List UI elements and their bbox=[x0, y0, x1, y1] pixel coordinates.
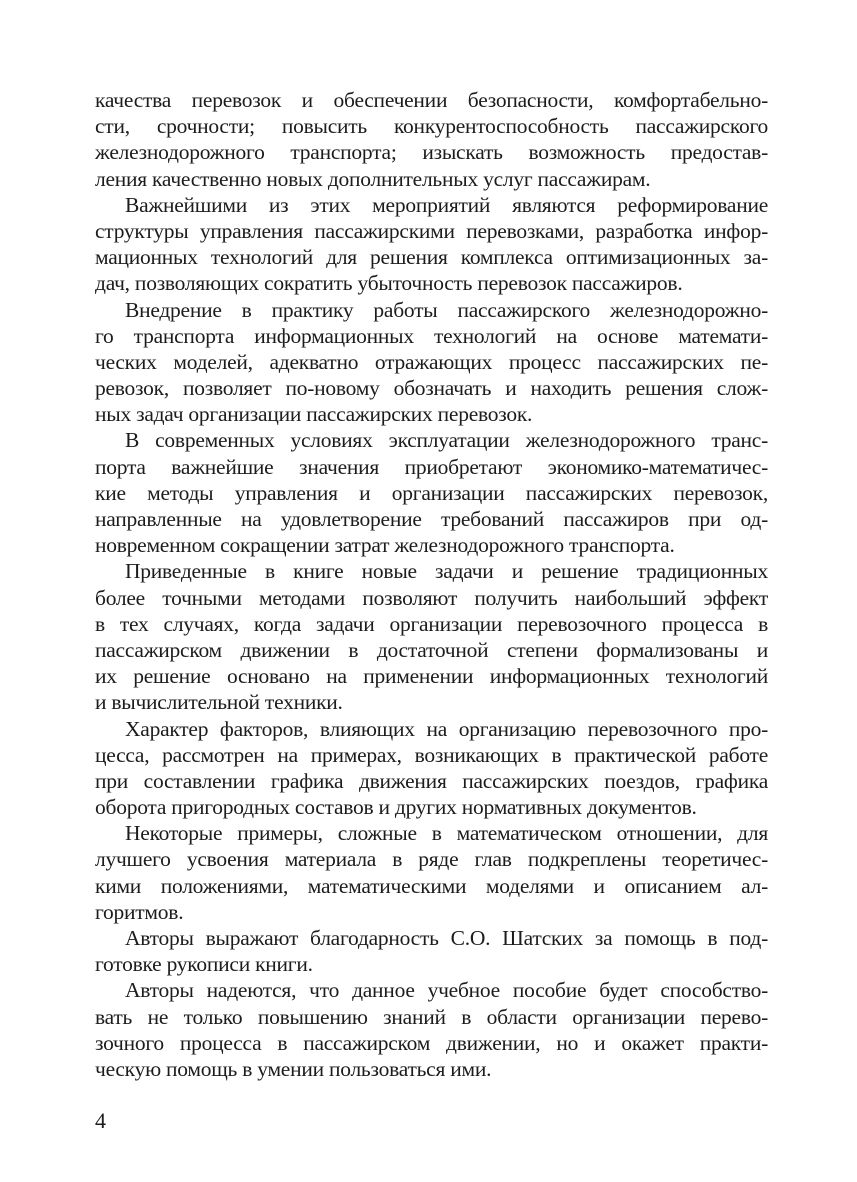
text-line: пассажирском движении в достаточной степени формализованы и bbox=[95, 637, 768, 662]
paragraph bbox=[95, 925, 768, 977]
text-line: Авторы выражают благодарность С.О. Шатских за помощь в под- bbox=[125, 926, 768, 950]
text-line: более точными методами позволяют получить наибольший эффект bbox=[95, 585, 768, 610]
text-line: В современных условиях эксплуатации железнодорожного транс- bbox=[125, 428, 768, 453]
text-line: новременном сокращении затрат железнодорожного транспорта. bbox=[95, 533, 675, 558]
text-line: при составлении графика движения пассажирских поездов, графика bbox=[95, 768, 768, 793]
text-line: оборота пригородных составов и других нормативных документов. bbox=[95, 795, 697, 820]
paragraph bbox=[95, 427, 768, 558]
text-line: качества перевозок и обеспечении безопасности, комфортабельно- bbox=[95, 88, 768, 112]
text-line: Приведенные в книге новые задачи и решение традиционных bbox=[125, 559, 768, 584]
paragraph bbox=[95, 716, 768, 821]
paragraph bbox=[95, 192, 768, 297]
page-body bbox=[95, 87, 768, 1082]
text-line: ления качественно новых дополнительных услуг пассажирам. bbox=[95, 166, 651, 191]
text-line: готовке рукописи книги. bbox=[95, 952, 313, 977]
paragraph bbox=[95, 297, 768, 428]
text-line: Некоторые примеры, сложные в математическом отношении, для bbox=[125, 821, 768, 846]
text-line: дач, позволяющих сократить убыточность перевозок пассажиров. bbox=[95, 271, 683, 296]
text-line: цесса, рассмотрен на примерах, возникающих в практической работе bbox=[95, 742, 768, 767]
text-line: структуры управления пассажирскими перевозками, разработка инфор- bbox=[95, 218, 768, 243]
text-line: мационных технологий для решения комплекса оптимизационных за- bbox=[95, 245, 768, 270]
paragraph bbox=[95, 87, 768, 192]
text-line: ческих моделей, адекватно отражающих процесс пассажирских пе- bbox=[95, 349, 768, 374]
text-line: кие методы управления и организации пассажирских перевозок, bbox=[95, 480, 768, 505]
text-line: горитмов. bbox=[95, 899, 184, 924]
text-line: лучшего усвоения материала в ряде глав подкреплены теоретичес- bbox=[95, 847, 768, 872]
text-line: и вычислительной техники. bbox=[95, 690, 343, 715]
text-line: в тех случаях, когда задачи организации перевозочного процесса в bbox=[95, 611, 768, 636]
text-line: вать не только повышению знаний в области организации перево- bbox=[95, 1004, 768, 1029]
text-line: их решение основано на применении информационных технологий bbox=[95, 664, 768, 689]
text-line: ных задач организации пассажирских перевозок. bbox=[95, 402, 533, 427]
text-line: железнодорожного транспорта; изыскать возможность предостав- bbox=[95, 140, 768, 165]
text-line: кими положениями, математическими моделями и описанием ал- bbox=[95, 873, 768, 898]
text-line: ревозок, позволяет по-новому обозначать и находить решения слож- bbox=[95, 376, 768, 401]
paragraph bbox=[95, 820, 768, 925]
paragraph bbox=[95, 558, 768, 715]
text-line: направленные на удовлетворение требований пассажиров при од- bbox=[95, 507, 768, 531]
text-line: Важнейшими из этих мероприятий являются реформирование bbox=[125, 192, 768, 217]
page-number: 4 bbox=[95, 1108, 106, 1133]
text-line: Характер факторов, влияющих на организацию перевозочного про- bbox=[125, 716, 768, 741]
text-line: зочного процесса в пассажирском движении, но и окажет практи- bbox=[95, 1030, 768, 1055]
text-line: ческую помощь в умении пользоваться ими. bbox=[95, 1056, 492, 1081]
text-line: Внедрение в практику работы пассажирского железнодорожно- bbox=[125, 297, 768, 322]
paragraph bbox=[95, 977, 768, 1082]
text-line: Авторы надеются, что данное учебное пособие будет способство- bbox=[125, 978, 768, 1003]
text-line: порта важнейшие значения приобретают экономико-математичес- bbox=[95, 454, 768, 479]
text-line: сти, срочности; повысить конкурентоспособность пассажирского bbox=[95, 114, 768, 139]
text-line: го транспорта информационных технологий на основе математи- bbox=[95, 323, 768, 348]
